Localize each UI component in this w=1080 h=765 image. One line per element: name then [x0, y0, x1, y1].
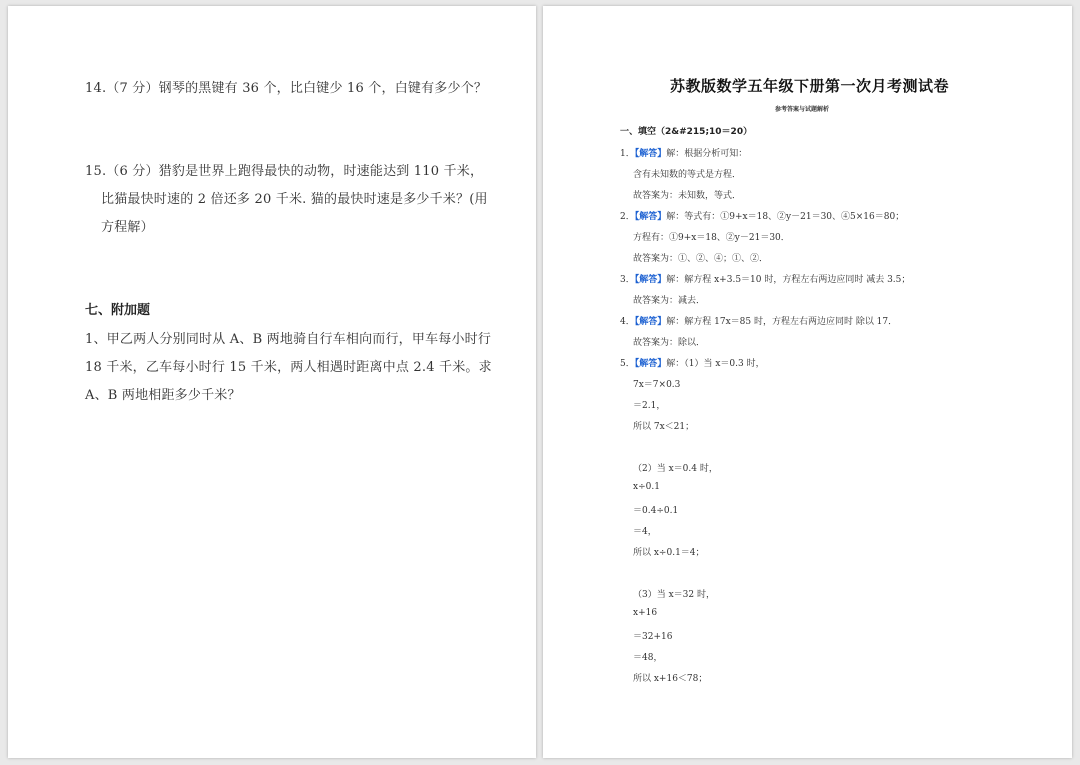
answer-text: 解：根据分析可知： [666, 149, 748, 159]
question-15-line-2: 比猫最快时速的 2 倍还多 20 千米. 猫的最快时速是多少千米？(用 [101, 192, 488, 207]
answer-3 [620, 272, 910, 285]
bonus-question-line-3: A、B 两地相距多少千米？ [85, 388, 241, 403]
answer-5-line-10: （3）当 x＝32 时， [633, 590, 715, 600]
answer-2 [620, 209, 904, 222]
answer-tag: 【解答】 [634, 359, 667, 369]
answer-2-line-2: 方程有：①9+x＝18、②y－21＝30． [633, 233, 790, 243]
answer-4-line-2: 故答案为：除以． [633, 338, 706, 348]
bonus-question-line-1: 1、甲乙两人分别同时从 A、B 两地骑自行车相向而行，甲车每小时行 [85, 332, 492, 347]
answer-5-line-5: （2）当 x＝0.4 时， [633, 464, 718, 474]
answer-5-line-12: ＝32+16 [633, 632, 673, 642]
section-7-title: 七、附加题 [85, 303, 151, 318]
answer-5-line-13: ＝48， [633, 653, 663, 663]
answer-text: 解：解方程 x+3.5＝10 时，方程左右两边应同时 减去 3.5； [666, 275, 911, 285]
answer-5-line-6: x÷0.1 [633, 482, 660, 492]
question-15-line-3: 方程解） [101, 220, 154, 235]
page-subtitle: 参考答案与试题解析 [775, 106, 830, 113]
answer-5-line-11: x+16 [633, 608, 658, 618]
answer-tag: 【解答】 [634, 149, 667, 159]
answer-number: 3． [620, 275, 635, 285]
answer-number: 4． [620, 317, 635, 327]
answer-text: 解：等式有：①9+x＝18、②y－21＝30、④5×16＝80； [666, 212, 905, 222]
answer-1-line-2: 含有未知数的等式是方程． [633, 170, 742, 180]
answer-3-line-2: 故答案为：减去． [633, 296, 706, 306]
page-title: 苏教版数学五年级下册第一次月考测试卷 [670, 77, 950, 95]
answer-5-line-8: ＝4， [633, 527, 657, 537]
answer-5-line-9: 所以 x÷0.1＝4； [633, 548, 705, 558]
answer-5-line-3: ＝2.1， [633, 401, 666, 411]
answer-tag: 【解答】 [634, 317, 667, 327]
answer-5-line-2: 7x＝7×0.3 [633, 380, 681, 390]
answer-2-line-3: 故答案为：①、②、④；①、②． [633, 254, 769, 264]
section-1-title: 一、填空（2&#215;10＝20） [620, 127, 753, 137]
question-14: 14.（7 分）钢琴的黑键有 36 个，比白键少 16 个，白键有多少个？ [85, 81, 488, 96]
answer-tag: 【解答】 [634, 275, 667, 285]
answer-5-line-4: 所以 7x＜21； [633, 422, 695, 432]
answer-4 [620, 314, 897, 327]
answer-text: 解：（1）当 x＝0.3 时， [666, 359, 765, 369]
right-page [543, 6, 1072, 758]
answer-1 [620, 146, 747, 159]
question-15-line-1: 15.（6 分）猎豹是世界上跑得最快的动物，时速能达到 110 千米， [85, 164, 484, 179]
answer-1-line-3: 故答案为：未知数，等式． [633, 191, 742, 201]
answer-5 [620, 356, 765, 369]
answer-5-line-14: 所以 x+16＜78； [633, 674, 708, 684]
left-page [8, 6, 536, 758]
bonus-question-line-2: 18 千米，乙车每小时行 15 千米，两人相遇时距离中点 2.4 千米。求 [85, 360, 492, 375]
answer-tag: 【解答】 [634, 212, 667, 222]
answer-text: 解：解方程 17x＝85 时，方程左右两边应同时 除以 17． [666, 317, 898, 327]
answer-number: 5． [620, 359, 635, 369]
answer-number: 2． [620, 212, 635, 222]
answer-5-line-7: ＝0.4÷0.1 [633, 506, 679, 516]
answer-number: 1． [620, 149, 635, 159]
